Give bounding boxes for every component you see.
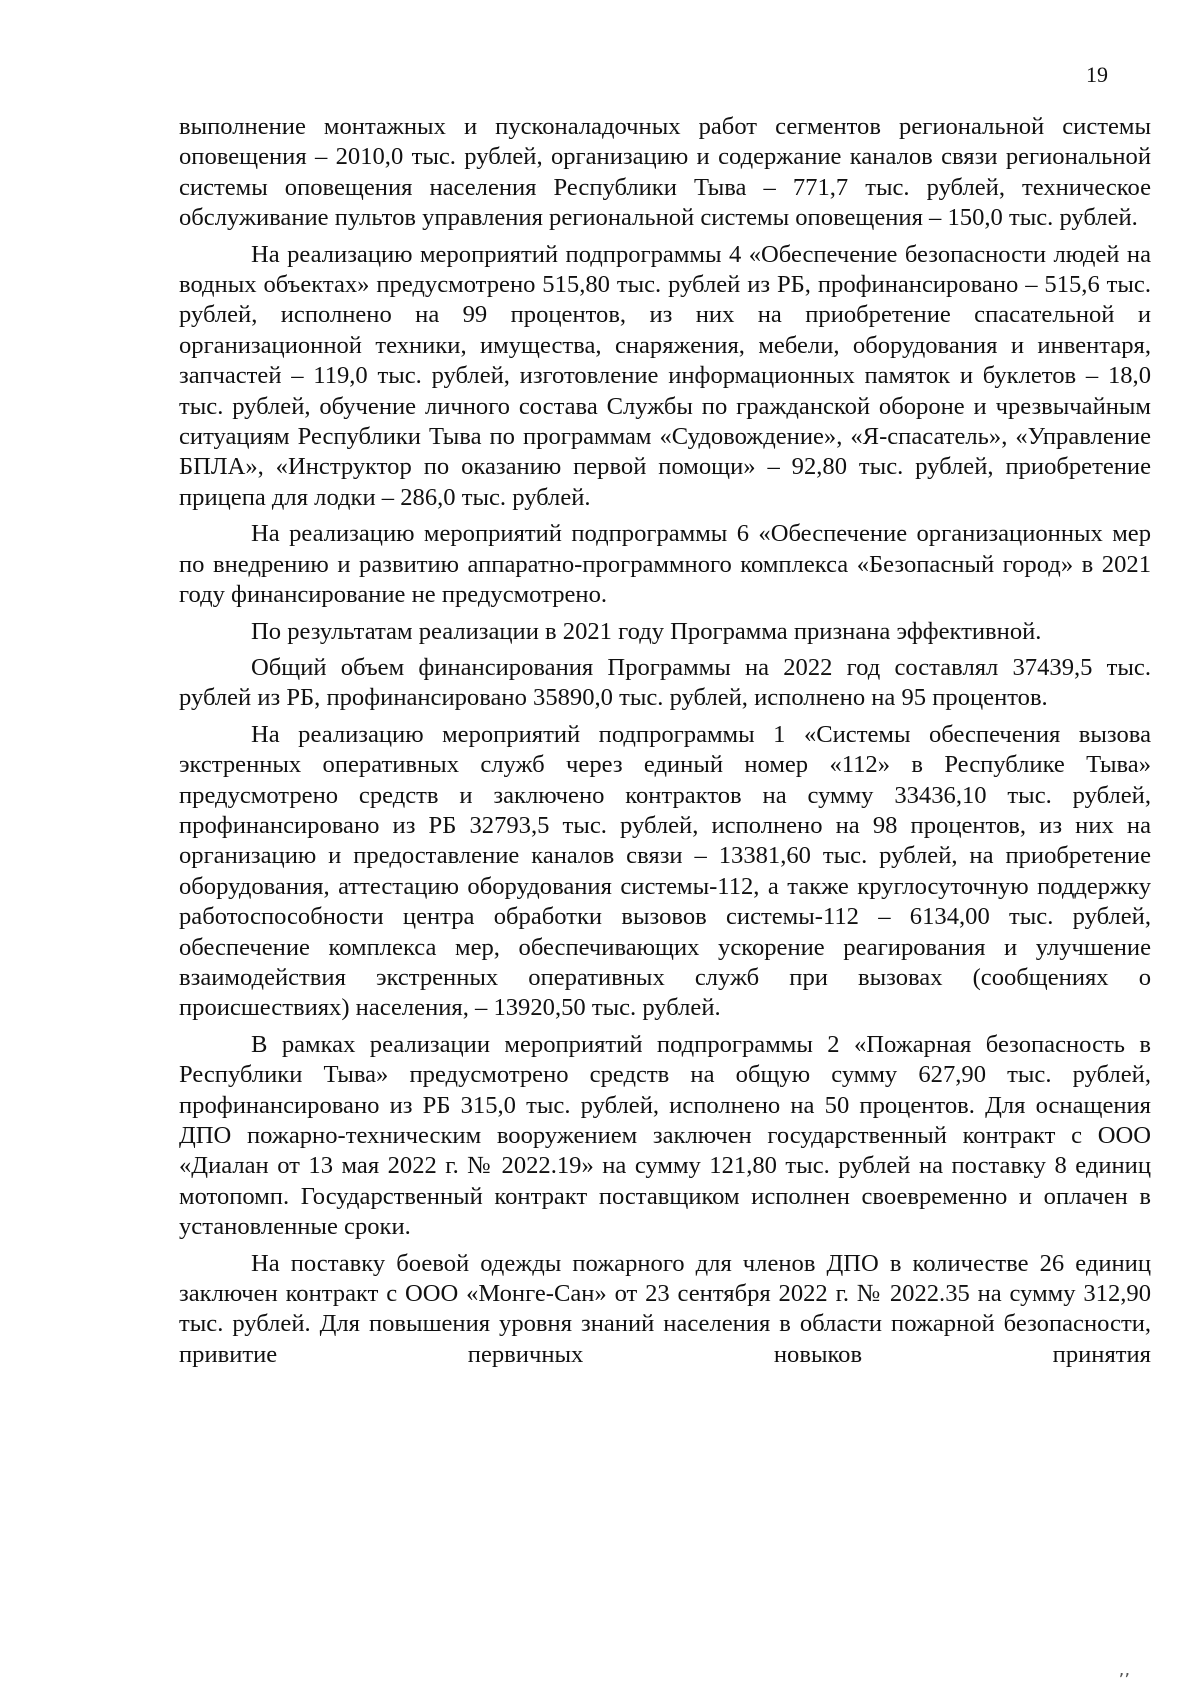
paragraph-5: Общий объем финансирования Программы на 2022 год составлял 37439,5 тыс. рублей из РБ, профинансировано 35890,0 тыс. рублей, исполнено на 95 процентов. bbox=[179, 653, 1151, 712]
paragraph-6: На реализацию мероприятий подпрограммы 1 «Системы обеспечения вызова экстренных оперативных служб через единый номер «112» в Республике Тыва» предусмотрено средств и заключено контрактов на сумму 33436,10 тыс. рублей, профинансировано из РБ 32793,5 тыс. рублей, исполнено на 98 процентов, из них на организацию и предоставление каналов связи – 13381,60 тыс. рублей, на приобретение оборудования, аттестацию оборудования системы-112, а также круглосуточную поддержку работоспособности центра обработки вызовов системы-112 – 6134,00 тыс. рублей, обеспечение комплекса мер, обеспечивающих ускорение реагирования и улучшение взаимодействия экстренных оперативных служб при вызовах (сообщениях о происшествиях) населения, – 13920,50 тыс. рублей. bbox=[179, 720, 1151, 1022]
paragraph-8: На поставку боевой одежды пожарного для членов ДПО в количестве 26 единиц заключен контракт с ООО «Монге-Сан» от 23 сентября 2022 г. № 2022.35 на сумму 312,90 тыс. рублей. Для повышения уровня знаний населения в области пожарной безопасности, привитие первичных новыков принятия bbox=[179, 1249, 1151, 1368]
paragraph-7: В рамках реализации мероприятий подпрограммы 2 «Пожарная безопасность в Республики Тыва» предусмотрено средств на общую сумму 627,90 тыс. рублей, профинансировано из РБ 315,0 тыс. рублей, исполнено на 50 процентов. Для оснащения ДПО пожарно-техническим вооружением заключен государственный контракт с ООО «Диалан от 13 мая 2022 г. № 2022.19» на сумму 121,80 тыс. рублей на поставку 8 единиц мотопомп. Государственный контракт поставщиком исполнен своевременно и оплачен в установленные сроки. bbox=[179, 1030, 1151, 1241]
paragraph-3: На реализацию мероприятий подпрограммы 6 «Обеспечение организационных мер по внедрению и развитию аппаратно-программного комплекса «Безопасный город» в 2021 году финансирование не предусмотрено. bbox=[179, 520, 1151, 609]
paragraph-4: По результатам реализации в 2021 году Программа признана эффективной. bbox=[251, 617, 1042, 645]
paragraph-1: выполнение монтажных и пусконаладочных работ сегментов региональной системы оповещения – 2010,0 тыс. рублей, организацию и содержание каналов связи региональной системы оповещения населения Республики Тыва – 771,7 тыс. рублей, техническое обслуживание пультов управления региональной системы оповещения – 150,0 тыс. рублей. bbox=[179, 113, 1151, 232]
corner-mark: ’’ bbox=[1118, 1670, 1130, 1691]
page-number: 19 bbox=[1086, 62, 1108, 87]
paragraph-2: На реализацию мероприятий подпрограммы 4 «Обеспечение безопасности людей на водных объектах» предусмотрено 515,80 тыс. рублей из РБ, профинансировано – 515,6 тыс. рублей, исполнено на 99 процентов, из них на приобретение спасательной и организационной техники, имущества, снаряжения, мебели, оборудования и инвентаря, запчастей – 119,0 тыс. рублей, изготовление информационных памяток и буклетов – 18,0 тыс. рублей, обучение личного состава Службы по гражданской обороне и чрезвычайным ситуациям Республики Тыва по программам «Судовождение», «Я-спасатель», «Управление БПЛА», «Инструктор по оказанию первой помощи» – 92,80 тыс. рублей, приобретение прицепа для лодки – 286,0 тыс. рублей. bbox=[179, 240, 1151, 511]
document-body bbox=[179, 112, 1151, 1376]
